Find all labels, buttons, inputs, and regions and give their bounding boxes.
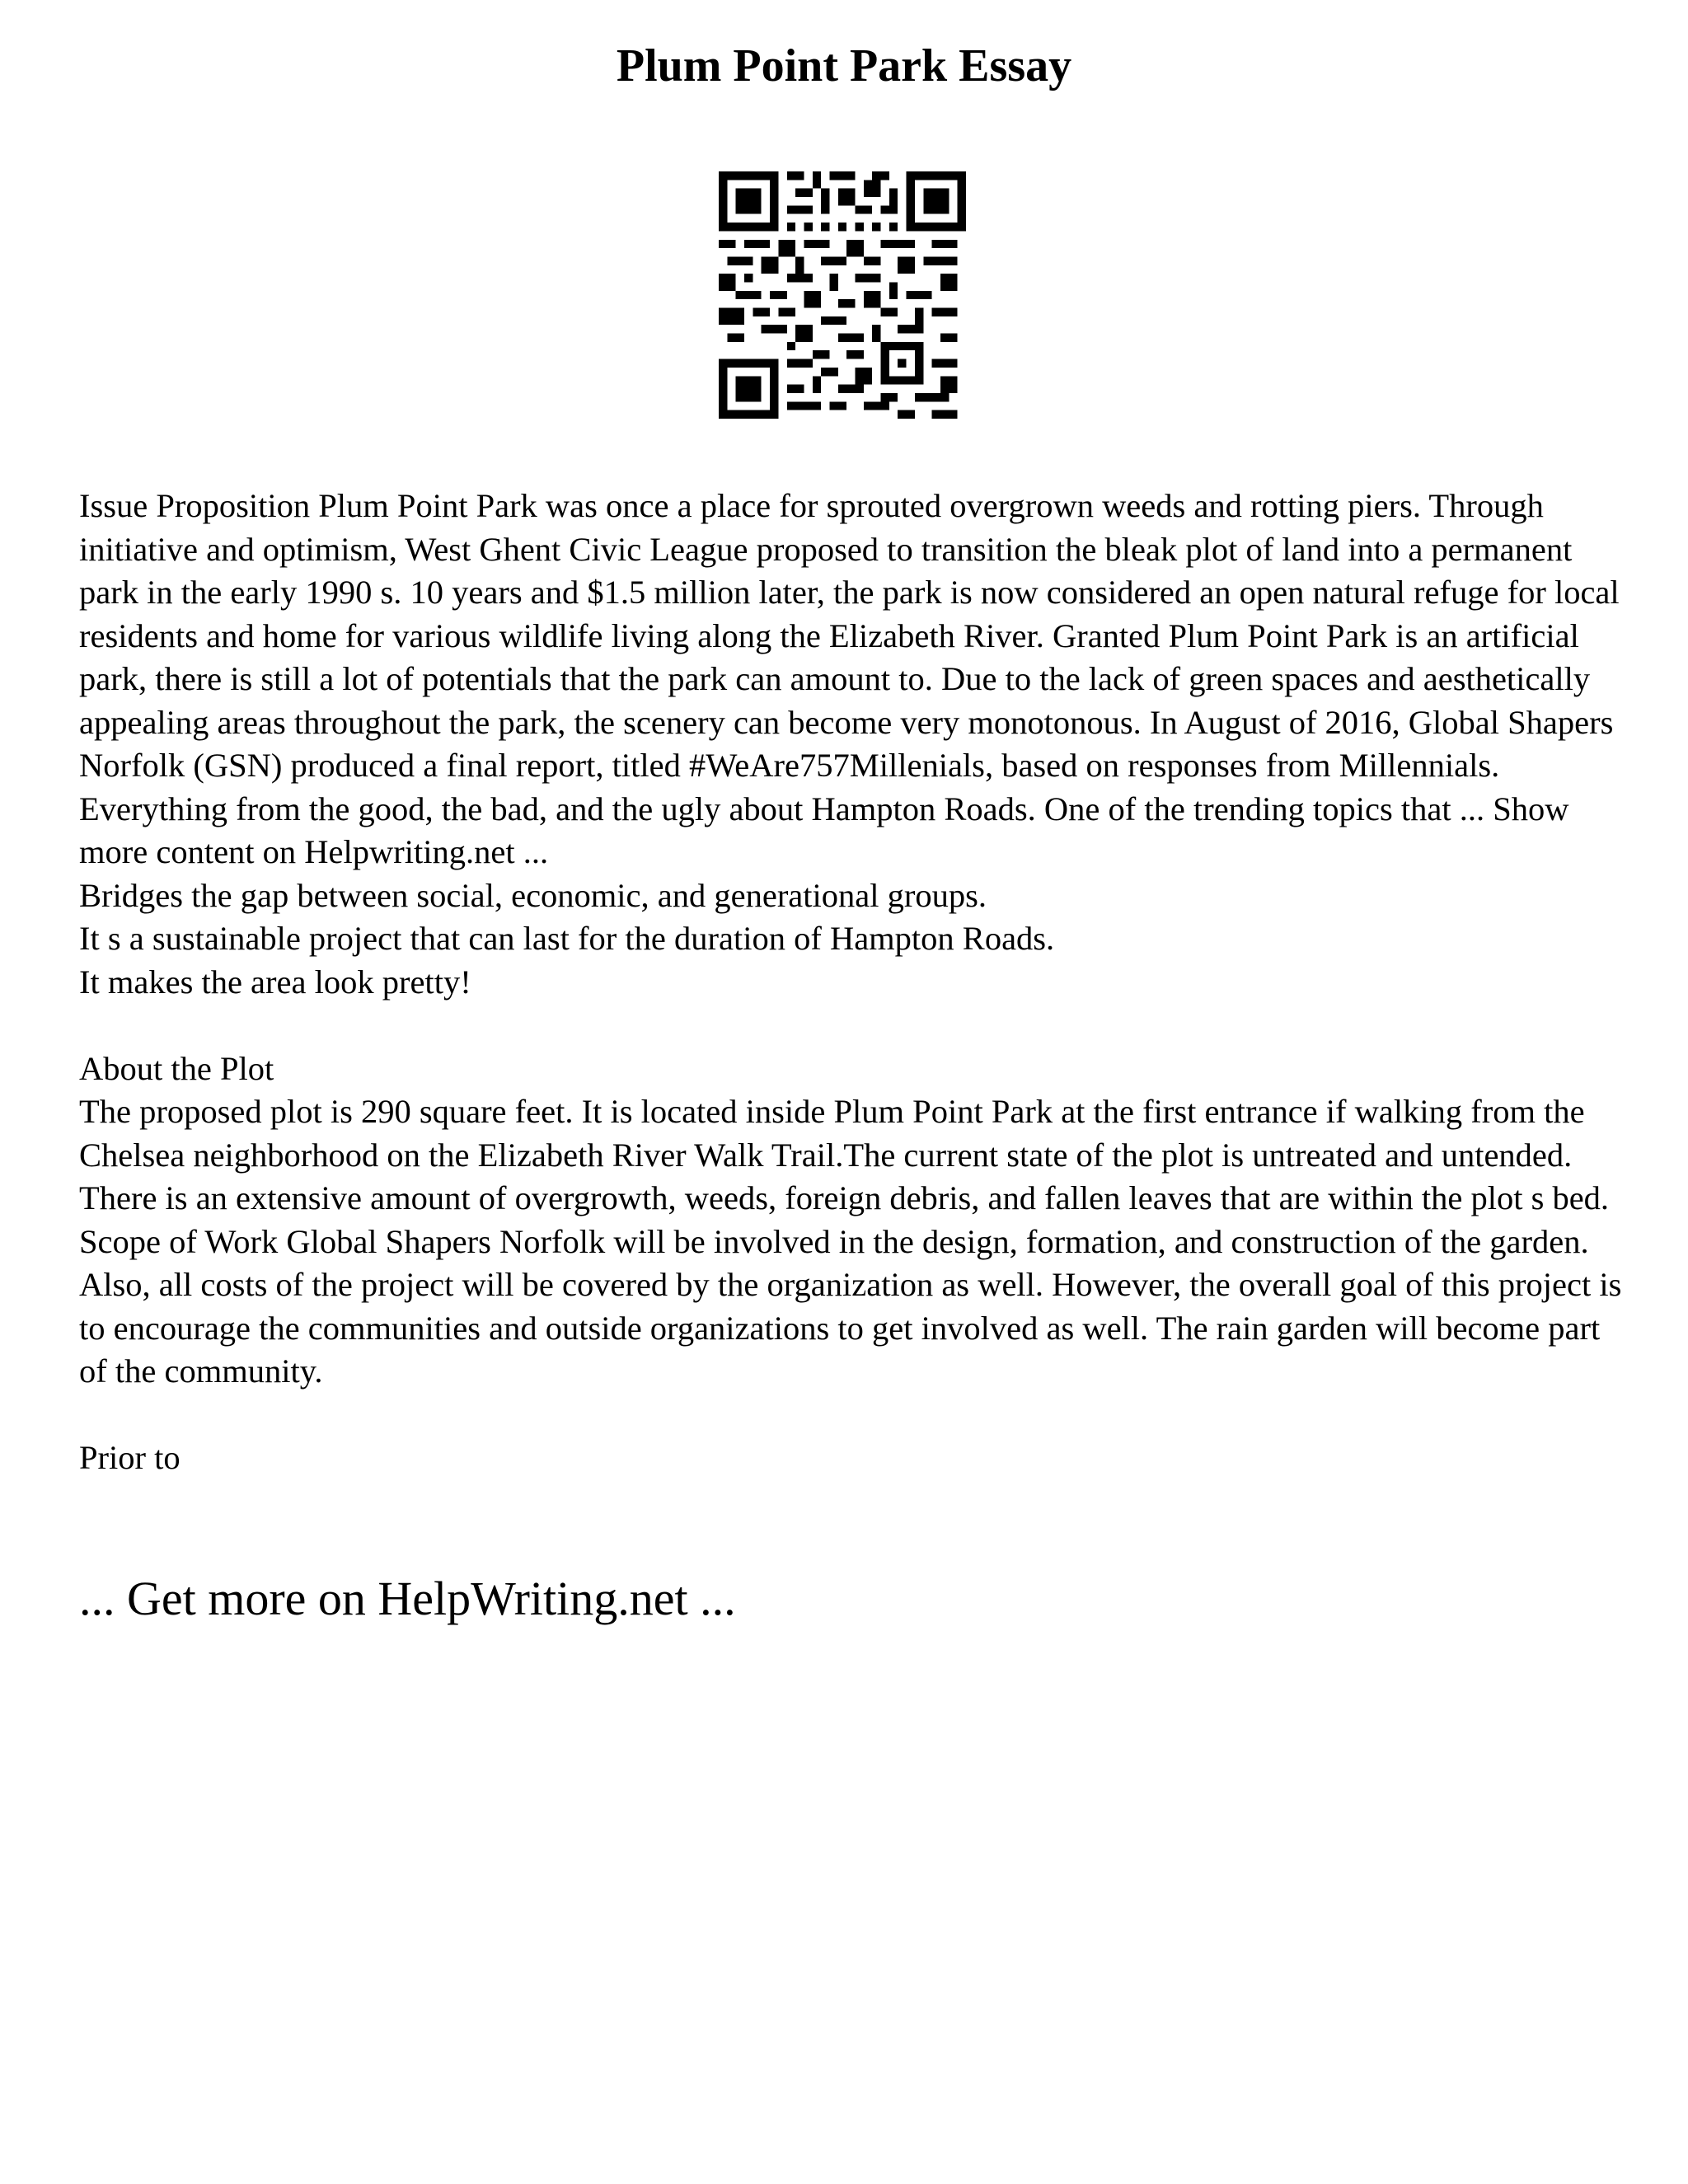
prior-to-text: Prior to [79, 1439, 181, 1476]
paragraph-spacer [79, 1394, 1629, 1437]
issue-paragraph: Issue Proposition Plum Point Park was once a place for sprouted overgrown weeds and rotting piers. Through initiative and optimism, West Ghent Civic League proposed to transition the bleak plot of land into a permanent park in the early 1990 s. 10 years and $1.5 million later, the park is now considered an open natural refuge for local residents and home for various wildlife living along the Elizabeth River. Granted Plum Point Park is an artificial park, there is still a lot of potentials that the park can amount to. Due to the lack of green spaces and aesthetically appealing areas throughout the park, the scenery can become very monotonous. In August of 2016, Global Shapers Norfolk (GSN) produced a final report, titled #WeAre757Millenials, based on responses from Millennials. Everything from the good, the bad, and the ugly about Hampton Roads. One of the trending topics that ... Show more content on Helpwriting.net ... [79, 487, 1620, 870]
essay-body [79, 485, 1629, 1480]
qr-code-icon [719, 171, 966, 419]
get-more-link[interactable]: ... Get more on HelpWriting.net ... [79, 1572, 736, 1625]
benefit-line-3: It makes the area look pretty! [79, 963, 471, 1001]
plot-paragraph: The proposed plot is 290 square feet. It is located inside Plum Point Park at the first entrance if walking from the Chelsea neighborhood on the Elizabeth River Walk Trail.The current state of the plot is untreated and untended. There is an extensive amount of overgrowth, weeds, foreign debris, and fallen leaves that are within the plot s bed. Scope of Work Global Shapers Norfolk will be involved in the design, formation, and construction of the garden. Also, all costs of the project will be covered by the organization as well. However, the overall goal of this project is to encourage the communities and outside organizations to get involved as well. The rain garden will become part of the community. [79, 1093, 1622, 1390]
section-heading-about-plot: About the Plot [79, 1049, 274, 1087]
paragraph-spacer [79, 1004, 1629, 1047]
benefit-line-2: It s a sustainable project that can last for the duration of Hampton Roads. [79, 920, 1055, 957]
document-title: Plum Point Park Essay [616, 40, 1072, 91]
benefit-line-1: Bridges the gap between social, economic, and generational groups. [79, 876, 987, 914]
